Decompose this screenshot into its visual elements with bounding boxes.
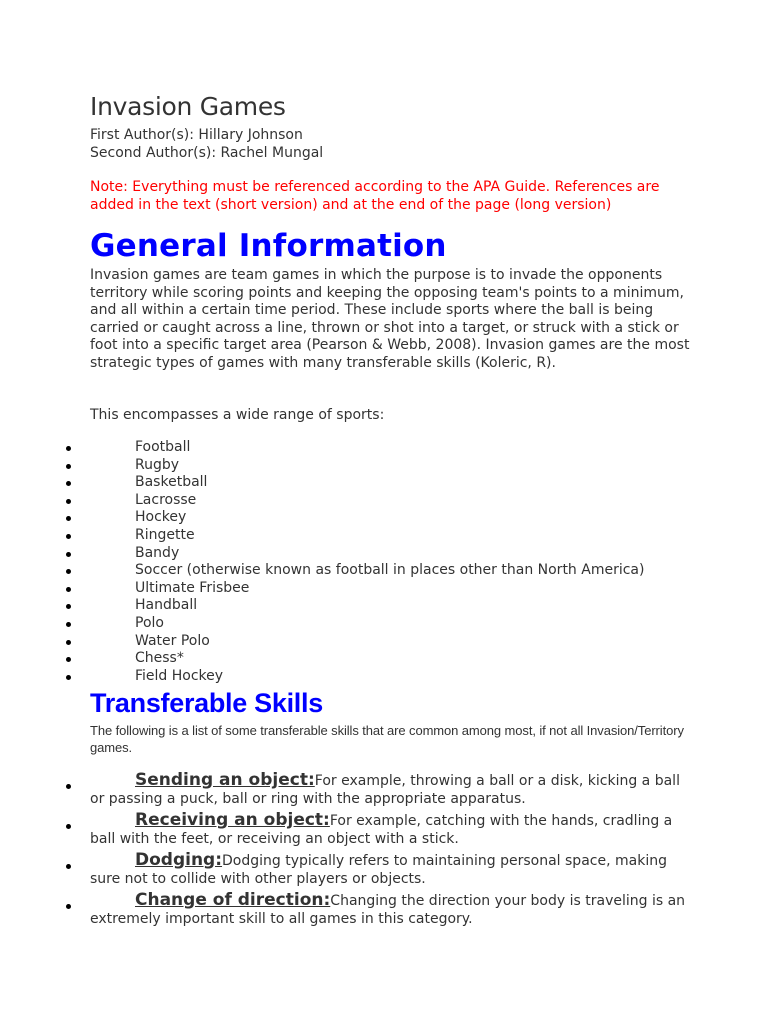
bullet-icon <box>66 604 71 609</box>
page-title: Invasion Games <box>90 92 286 121</box>
list-item: Lacrosse <box>0 492 644 510</box>
skill-name: Sending an object: <box>135 770 315 790</box>
sports-intro: This encompasses a wide range of sports: <box>90 407 385 423</box>
bullet-icon <box>66 587 71 592</box>
bullet-icon <box>66 569 71 574</box>
sports-list <box>0 439 644 685</box>
list-item: Rugby <box>0 457 644 475</box>
list-item <box>0 851 690 888</box>
skill-name: Dodging: <box>135 850 223 870</box>
second-author: Second Author(s): Rachel Mungal <box>90 145 324 161</box>
list-item <box>0 811 690 848</box>
skill-description: For example, catching with the hands, cradling a ball with the feet, or receiving an object with a stick. <box>90 813 673 847</box>
skill-description: For example, throwing a ball or a disk, kicking a ball or passing a puck, ball or ring with the appropriate apparatus. <box>90 773 680 807</box>
bullet-icon <box>66 464 71 469</box>
list-item <box>0 891 690 928</box>
list-item: Chess* <box>0 650 644 668</box>
skill-name: Receiving an object: <box>135 810 330 830</box>
list-item <box>0 771 690 808</box>
bullet-icon <box>66 824 71 829</box>
list-item: Ultimate Frisbee <box>0 580 644 598</box>
list-item: Polo <box>0 615 644 633</box>
bullet-icon <box>66 622 71 627</box>
bullet-icon <box>66 552 71 557</box>
bullet-icon <box>66 784 71 789</box>
skill-description: Dodging typically refers to maintaining personal space, making sure not to collide with other players or objects. <box>90 853 667 887</box>
transferable-skills-heading: Transferable Skills <box>90 688 323 718</box>
bullet-icon <box>66 446 71 451</box>
list-item: Soccer (otherwise known as football in places other than North America) <box>0 562 644 580</box>
list-item: Handball <box>0 597 644 615</box>
apa-note: Note: Everything must be referenced according to the APA Guide. References are added in the text (short version) and at the end of the page (long version) <box>90 179 660 213</box>
list-item: Ringette <box>0 527 644 545</box>
authors-block <box>90 126 323 162</box>
bullet-icon <box>66 534 71 539</box>
general-information-heading: General Information <box>90 228 447 264</box>
list-item: Water Polo <box>0 633 644 651</box>
general-paragraph: Invasion games are team games in which the purpose is to invade the opponents territory while scoring points and keeping the opposing team's points to a minimum, and all within a certain time period. These include sports where the ball is being carried or caught across a line, thrown or shot into a target, or struck with a stick or foot into a specific target area (Pearson & Webb, 2008). Invasion games are the most strategic types of games with many transferable skills (Koleric, R). <box>90 267 690 371</box>
skills-list <box>0 771 690 931</box>
list-item: Field Hockey <box>0 668 644 686</box>
bullet-icon <box>66 640 71 645</box>
bullet-icon <box>66 499 71 504</box>
skill-description: Changing the direction your body is traveling is an extremely important skill to all games in this category. <box>90 893 686 927</box>
list-item: Hockey <box>0 509 644 527</box>
transferable-intro: The following is a list of some transferable skills that are common among most, if not all Invasion/Territory games. <box>90 723 684 755</box>
bullet-icon <box>66 657 71 662</box>
list-item: Football <box>0 439 644 457</box>
list-item: Bandy <box>0 545 644 563</box>
bullet-icon <box>66 864 71 869</box>
bullet-icon <box>66 675 71 680</box>
bullet-icon <box>66 516 71 521</box>
list-item: Basketball <box>0 474 644 492</box>
bullet-icon <box>66 904 71 909</box>
skill-name: Change of direction: <box>135 890 331 910</box>
bullet-icon <box>66 481 71 486</box>
first-author: First Author(s): Hillary Johnson <box>90 127 303 143</box>
